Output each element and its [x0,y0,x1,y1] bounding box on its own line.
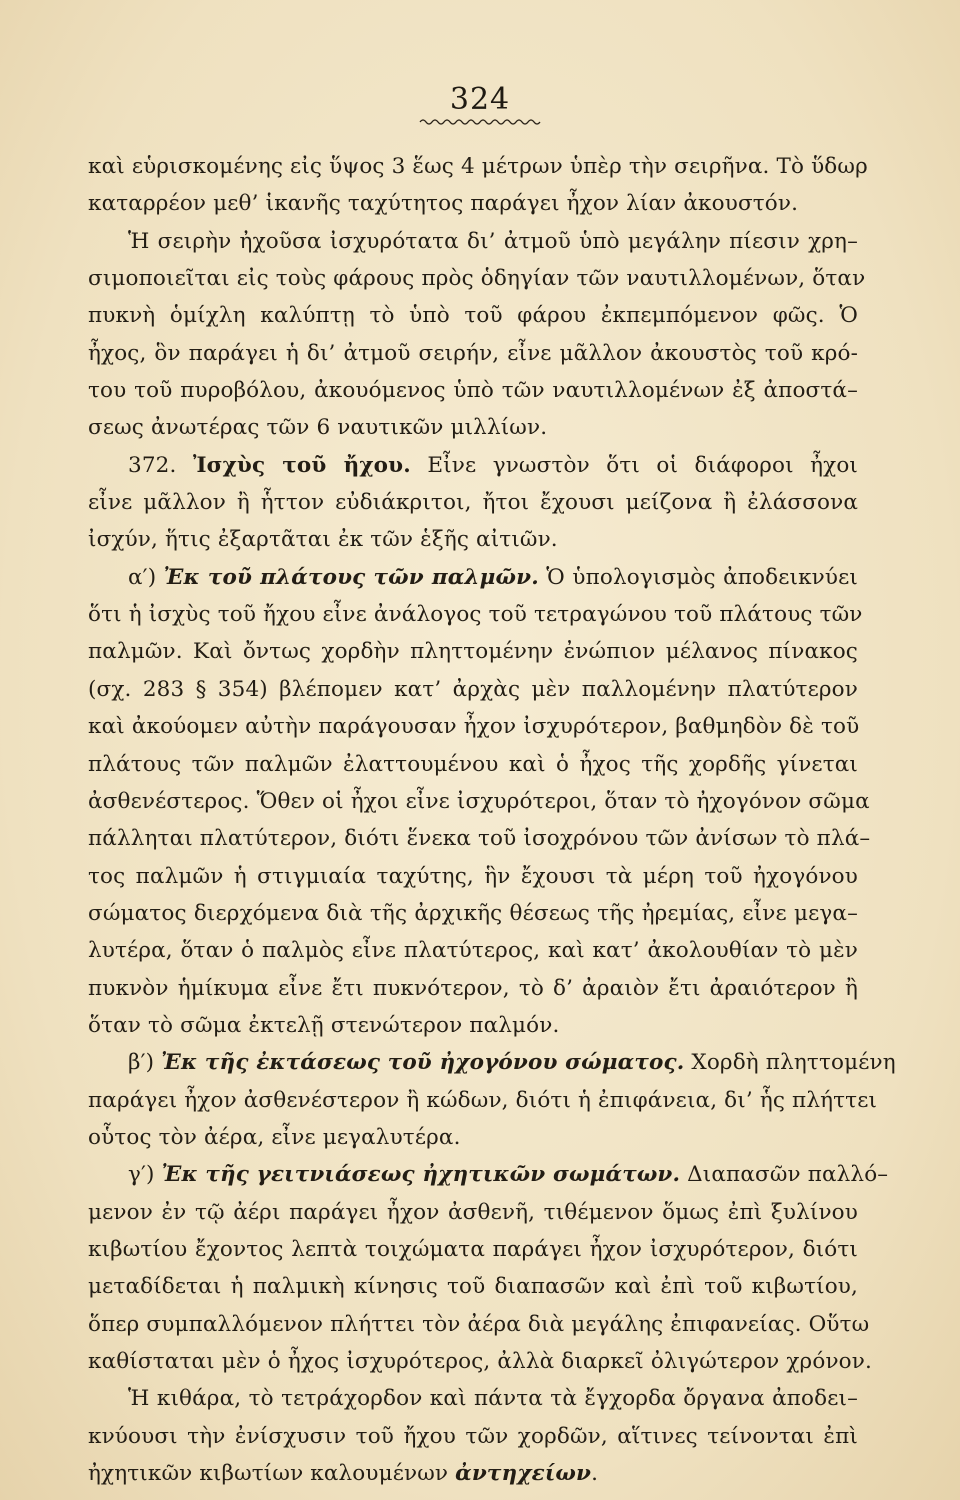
text-run: ὅτι ἡ ἰσχὺς τοῦ ἤχου εἶνε ἀνάλογος τοῦ τετραγώνου τοῦ πλάτους τῶν [88,602,863,628]
text-line [88,820,871,857]
text-run: ἠχητικῶν κιβωτίων καλουμένων [88,1461,456,1487]
text-line [88,260,866,297]
heading-text: Ἐκ τοῦ πλάτους τῶν παλμῶν. [163,564,539,590]
text-line [88,596,863,633]
text-line [88,1007,858,1044]
heading-text: Ἐκ τῆς γειτνιάσεως ἠχητικῶν σωμάτων. [161,1162,681,1188]
text-run: κνύουσι τὴν ἐνίσχυσιν τοῦ ἤχου τῶν χορδῶν, αἵτινες τείνονται ἐπὶ [88,1423,858,1449]
text-line [88,895,858,932]
text-run: οὗτος τὸν ἀέρα, εἶνε μεγαλυτέρα. [88,1124,461,1150]
text-line [88,484,858,521]
heading-text: Ἰσχὺς τοῦ ἤχου. [192,452,411,478]
text-run: ὅταν τὸ σῶμα ἐκτελῇ στενώτερον παλμόν. [88,1012,560,1038]
ornament-squiggle [418,118,542,126]
text-line [88,1306,870,1343]
text-run: καὶ ἀκούομεν αὐτὴν παράγουσαν ἦχον ἰσχυρότερον, βαθμηδὸν δὲ τοῦ [88,714,860,740]
text-line [88,970,858,1007]
body-text [88,148,896,1492]
text-run: . [591,1461,599,1487]
text-run: πάλληται πλατύτερον, διότι ἕνεκα τοῦ ἰσοχρόνου τῶν ἀνίσων τὸ πλά– [88,826,871,852]
text-run: Χορδὴ πληττομένη [684,1050,896,1076]
text-line [88,671,858,708]
text-line [88,858,858,895]
text-run: κιβωτίου ἔχοντος λεπτὰ τοιχώματα παράγει ἦχον ἰσχυρότερον, διότι [88,1236,858,1262]
text-run: του τοῦ πυροβόλου, ἀκουόμενος ὑπὸ τῶν ναυτιλλομένων ἐξ ἀποστά– [88,378,858,404]
text-run: Εἶνε γνωστὸν ὅτι οἱ διάφοροι ἦχοι [410,452,859,478]
text-run: τος παλμῶν ἡ στιγμιαία ταχύτης, ἣν ἔχουσι τὰ μέρη τοῦ ἠχογόνου [88,863,858,889]
text-line [88,1455,858,1492]
heading-text: ἀντηχείων [455,1461,592,1487]
text-line [88,521,858,558]
text-line [88,746,858,783]
text-run: Ὁ ὑπολογισμὸς ἀποδεικνύει [538,564,858,590]
text-line [88,1156,889,1193]
page-number: 324 [449,82,511,117]
text-run: ἦχος, ὃν παράγει ἡ δι’ ἀτμοῦ σειρήν, εἶνε μᾶλλον ἀκουστὸς τοῦ κρό- [88,340,858,366]
text-run: Ἡ σειρὴν ἠχοῦσα ἰσχυρότατα δι’ ἀτμοῦ ὑπὸ μεγάλην πίεσιν χρη– [128,228,858,254]
text-run: ἀσθενέστερος. Ὅθεν οἱ ἦχοι εἶνε ἰσχυρότεροι, ὅταν τὸ ἠχογόνον σῶμα [88,788,870,814]
text-line [88,1231,858,1268]
text-line [88,1343,872,1380]
text-run: λυτέρα, ὅταν ὁ παλμὸς εἶνε πλατύτερος, καὶ κατ’ ἀκολουθίαν τὸ μὲν [88,938,858,964]
text-line [88,932,858,969]
text-line [88,447,858,484]
text-line [88,1119,858,1156]
text-line [88,783,870,820]
text-line [88,223,858,260]
text-line [88,335,858,372]
text-run: παράγει ἦχον ἀσθενέστερον ἢ κώδων, διότι ἡ ἐπιφάνεια, δι’ ἧς πλήττει [88,1087,878,1113]
text-run: πυκνὸν ἡμίκυμα εἶνε ἔτι πυκνότερον, τὸ δ’ ἀραιὸν ἔτι ἀραιότερον ἢ [88,975,858,1001]
text-run: ἰσχύν, ἥτις ἐξαρτᾶται ἐκ τῶν ἑξῆς αἰτιῶν. [88,527,558,553]
text-line [88,1044,896,1081]
text-run: σιμοποιεῖται εἰς τοὺς φάρους πρὸς ὁδηγίαν τῶν ναυτιλλομένων, ὅταν [88,266,866,292]
text-run: Διαπασῶν παλλό– [680,1162,889,1188]
heading-text: Ἐκ τῆς ἐκτάσεως τοῦ ἠχογόνου σώματος. [161,1050,685,1076]
text-line [88,409,858,446]
text-line [88,372,858,409]
text-line [88,185,858,222]
text-run: πλάτους τῶν παλμῶν ἐλαττουμένου καὶ ὁ ἦχος τῆς χορδῆς γίνεται [88,751,858,777]
text-run: σεως ἀνωτέρας τῶν 6 ναυτικῶν μιλλίων. [88,415,548,441]
text-run: καταρρέον μεθ’ ἱκανῆς ταχύτητος παράγει ἦχον λίαν ἀκουστόν. [88,191,799,217]
text-run: καὶ εὑρισκομένης εἰς ὕψος 3 ἕως 4 μέτρων ὑπὲρ τὴν σειρῆνα. Τὸ ὕδωρ [88,154,868,179]
text-run: μεταδίδεται ἡ παλμικὴ κίνησις τοῦ διαπασῶν καὶ ἐπὶ τοῦ κιβωτίου, [88,1274,858,1300]
text-line [88,708,858,745]
text-run: α′) [128,564,164,590]
text-run: β′) [128,1050,162,1076]
text-run: εἶνε μᾶλλον ἢ ἧττον εὐδιάκριτοι, ἤτοι ἔχουσι μείζονα ἢ ἐλάσσονα [88,490,858,516]
text-line [88,1418,858,1455]
text-run: ὅπερ συμπαλλόμενον πλήττει τὸν ἀέρα διὰ μεγάλης ἐπιφανείας. Οὕτω [88,1311,870,1337]
text-line [88,633,858,670]
text-run: γ′) [128,1162,162,1188]
text-run: Ἡ κιθάρα, τὸ τετράχορδον καὶ πάντα τὰ ἔγχορδα ὄργανα ἀποδει– [128,1386,858,1412]
text-run: 372. [128,452,193,478]
text-run: πυκνὴ ὁμίχλη καλύπτῃ τὸ ὑπὸ τοῦ φάρου ἐκπεμπόμενον φῶς. Ὁ [88,303,858,329]
text-line [88,1082,878,1119]
text-line [88,1380,858,1417]
text-line [88,1194,858,1231]
text-line [88,148,868,185]
text-run: παλμῶν. Καὶ ὄντως χορδὴν πληττομένην ἐνώπιον μέλανος πίνακος [88,639,858,665]
text-run: καθίσταται μὲν ὁ ἦχος ἰσχυρότερος, ἀλλὰ διαρκεῖ ὀλιγώτερον χρόνον. [88,1349,872,1374]
text-run: μενον ἐν τῷ ἀέρι παράγει ἦχον ἀσθενῆ, τιθέμενον ὅμως ἐπὶ ξυλίνου [88,1199,858,1225]
text-run: σώματος διερχόμενα διὰ τῆς ἀρχικῆς θέσεως τῆς ἠρεμίας, εἶνε μεγα– [88,900,858,926]
text-line [88,1268,858,1305]
text-line [88,559,858,596]
text-line [88,297,858,334]
text-run: (σχ. 283 § 354) βλέπομεν κατ’ ἀρχὰς μὲν παλλομένην πλατύτερον [88,676,858,702]
